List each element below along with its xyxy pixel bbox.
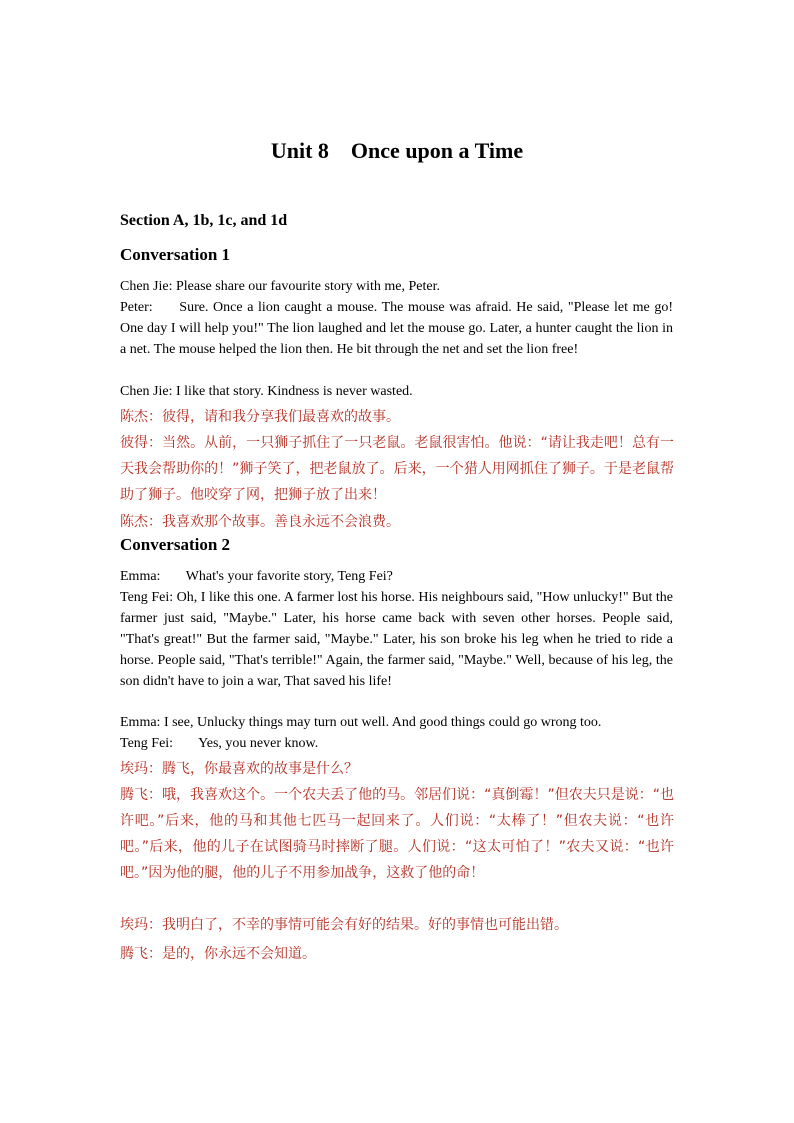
conv2-zh-line-4 xyxy=(120,941,674,967)
speaker-label: Chen Jie: xyxy=(120,384,173,399)
conv1-en-line-3 xyxy=(120,381,673,402)
dialogue-text: 当然。从前，一只狮子抓住了一只老鼠。老鼠很害怕。他说：“请让我走吧！总有一天我会帮助你的！”狮子笑了，把老鼠放了。后来，一个猎人用网抓住了狮子。于是老鼠帮助了狮子。他咬穿了网，把狮子放了出来！ xyxy=(120,435,674,503)
speaker-label: 埃玛： xyxy=(120,761,162,777)
dialogue-text: 是的，你永远不会知道。 xyxy=(162,946,316,962)
dialogue-text: 彼得，请和我分享我们最喜欢的故事。 xyxy=(162,409,400,425)
conv1-zh-line-2 xyxy=(120,430,674,508)
speaker-label: Teng Fei: xyxy=(120,590,174,605)
conv1-en-line-2 xyxy=(120,297,673,360)
dialogue-text: I like that story. Kindness is never wasted. xyxy=(176,384,413,399)
dialogue-text: Yes, you never know. xyxy=(198,736,319,751)
conversation-2-heading: Conversation 2 xyxy=(120,535,231,554)
dialogue-text: I see, Unlucky things may turn out well. And good things could go wrong too. xyxy=(163,715,602,730)
unit-title: Unit 8 Once upon a Time xyxy=(270,138,524,163)
conv1-en-line-1 xyxy=(120,276,673,297)
speaker-label: Emma: xyxy=(120,715,161,730)
speaker-label: 陈杰： xyxy=(120,409,162,425)
speaker-label: Chen Jie: xyxy=(120,279,173,294)
speaker-label: 腾飞： xyxy=(120,787,163,803)
conv2-zh-line-1 xyxy=(120,756,674,782)
dialogue-text: Please share our favourite story with me, Peter. xyxy=(176,279,440,294)
conv2-en-line-1 xyxy=(120,566,673,587)
speaker-label: Teng Fei: xyxy=(120,736,174,751)
speaker-label: 陈杰： xyxy=(120,514,162,530)
speaker-label: 彼得： xyxy=(120,435,163,451)
conv2-zh-line-3 xyxy=(120,912,674,938)
conv2-en-line-3 xyxy=(120,712,673,733)
speaker-label: 腾飞： xyxy=(120,946,162,962)
dialogue-text: 哦，我喜欢这个。一个农夫丢了他的马。邻居们说：“真倒霉！”但农夫只是说：“也许吧。”后来，他的马和其他七匹马一起回来了。人们说：“太棒了！”但农夫说：“也许吧。”后来，他的儿子在试图骑马时摔断了腿。人们说：“这太可怕了！”农夫又说：“也许吧。”因为他的腿，他的儿子不用参加战争，这救了他的命！ xyxy=(120,787,675,881)
dialogue-text: Oh, I like this one. A farmer lost his horse. His neighbours said, "How unlucky!" But the farmer just said, "Maybe." Later, his horse came back with seven other horses. People said, "That's great!" But the farmer said, "Maybe." Later, his son broke his leg when he tried to ride a horse. People said, "That's terrible!" Again, the farmer said, "Maybe." Well, because of his leg, the son didn't have to join a war, That saved his life! xyxy=(120,590,673,689)
conv2-zh-line-2 xyxy=(120,782,674,886)
dialogue-text: 我喜欢那个故事。善良永远不会浪费。 xyxy=(162,514,400,530)
conv2-en-line-2 xyxy=(120,587,673,692)
conv2-en-line-4 xyxy=(120,733,673,754)
conv1-zh-line-3 xyxy=(120,509,674,535)
section-heading: Section A, 1b, 1c, and 1d xyxy=(120,212,288,229)
dialogue-text: Sure. Once a lion caught a mouse. The mouse was afraid. He said, "Please let me go! One day I will help you!" The lion laughed and let the mouse go. Later, a hunter caught the lion in a net. The mouse helped the lion then. He bit through the net and set the lion free! xyxy=(120,300,674,357)
speaker-label: Peter: xyxy=(120,300,153,315)
speaker-label: 埃玛： xyxy=(120,917,162,933)
conversation-1-heading: Conversation 1 xyxy=(120,245,231,264)
speaker-label: Emma: xyxy=(120,569,161,584)
dialogue-text: 我明白了，不幸的事情可能会有好的结果。好的事情也可能出错。 xyxy=(162,917,568,933)
dialogue-text: 腾飞，你最喜欢的故事是什么？ xyxy=(162,761,358,777)
conv1-zh-line-1 xyxy=(120,404,674,430)
dialogue-text: What's your favorite story, Teng Fei? xyxy=(185,569,393,584)
